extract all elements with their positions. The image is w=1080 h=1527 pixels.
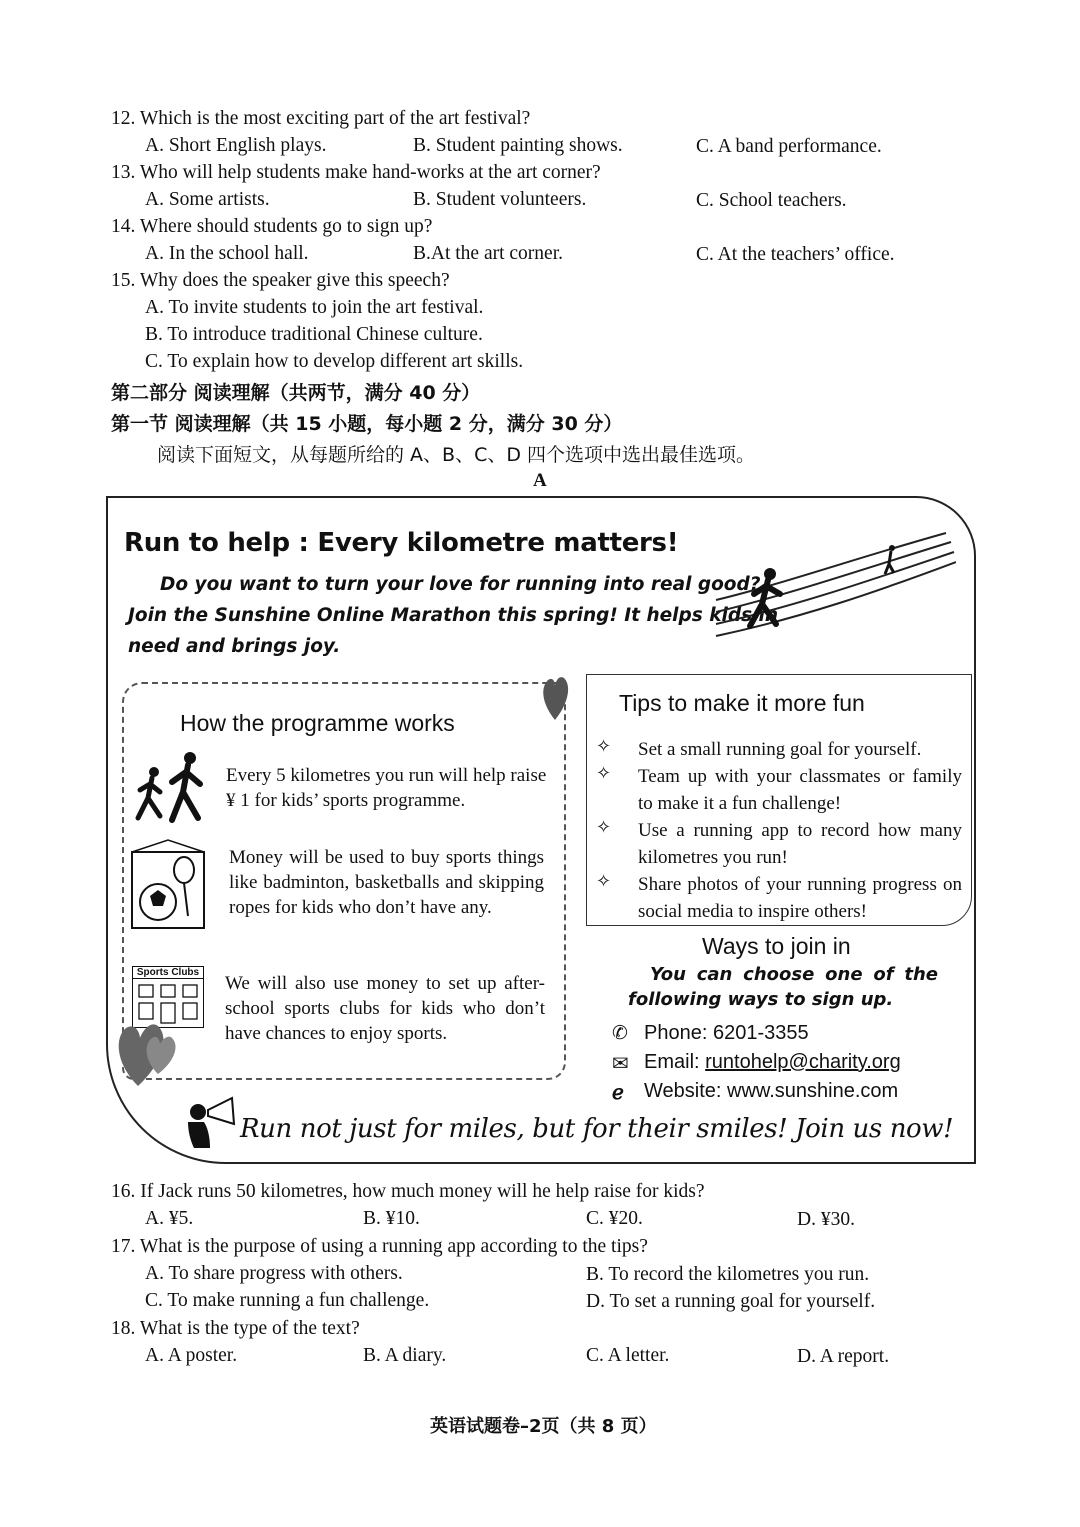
question-14-option-b: B.At the art corner. <box>413 243 563 264</box>
section-heading-sec1: 第一节 阅读理解（共 15 小题，每小题 2 分，满分 30 分） <box>111 413 623 435</box>
question-18-stem: 18. What is the type of the text? <box>111 1318 360 1339</box>
question-14-option-c: C. At the teachers’ office. <box>696 244 895 265</box>
question-15-option-b: B. To introduce traditional Chinese culture. <box>145 324 483 345</box>
tip-item-2: Team up with your classmates or family to make it a fun challenge! <box>638 766 962 814</box>
hearts-decoration-icon <box>114 1014 180 1088</box>
sports-clubs-sign: Sports Clubs <box>133 967 203 979</box>
email-row <box>644 1051 901 1074</box>
poster-intro-line-2: Join the Sunshine Online Marathon this spring! It helps kids in <box>128 605 779 626</box>
question-12-option-c: C. A band performance. <box>696 136 882 157</box>
question-18-option-b: B. A diary. <box>363 1345 447 1366</box>
section-heading-part2: 第二部分 阅读理解（共两节，满分 40 分） <box>111 382 481 404</box>
tip-item-4: Share photos of your running progress on social media to inspire others! <box>638 874 962 922</box>
question-17-option-a: A. To share progress with others. <box>145 1263 403 1284</box>
poster-slogan: Run not just for miles, but for their smiles! Join us now! <box>240 1114 954 1144</box>
poster-title: Run to help : Every kilometre matters! <box>124 528 679 558</box>
two-runners-icon <box>128 750 214 826</box>
email-label: Email: <box>644 1051 706 1073</box>
megaphone-person-icon <box>180 1094 238 1148</box>
ways-title: Ways to join in <box>702 933 851 959</box>
how-programme-text-3: We will also use money to set up after-school sports clubs for kids who don’t have chances to enjoy sports. <box>225 973 545 1044</box>
question-12-option-a: A. Short English plays. <box>145 135 327 156</box>
tip-item-1: Set a small running goal for yourself. <box>638 739 922 760</box>
passage-label: A <box>533 470 547 491</box>
question-14-stem: 14. Where should students go to sign up? <box>111 216 433 237</box>
tips-title: Tips to make it more fun <box>619 690 865 716</box>
website-address[interactable]: Website: www.sunshine.com <box>644 1080 899 1102</box>
question-12-stem: 12. Which is the most exciting part of the art festival? <box>111 108 531 129</box>
tip-star-icon: ✧ <box>596 817 612 837</box>
question-12-option-b: B. Student painting shows. <box>413 135 623 156</box>
question-16-option-c: C. ¥20. <box>586 1208 643 1229</box>
question-17-option-d: D. To set a running goal for yourself. <box>586 1291 876 1312</box>
question-17-option-c: C. To make running a fun challenge. <box>145 1290 430 1311</box>
question-15-option-c: C. To explain how to develop different art skills. <box>145 351 524 372</box>
question-13-option-b: B. Student volunteers. <box>413 189 587 210</box>
question-17-stem: 17. What is the purpose of using a running app according to the tips? <box>111 1236 648 1257</box>
sports-equipment-icon <box>128 838 208 930</box>
question-13-stem: 13. Who will help students make hand-works at the art corner? <box>111 162 601 183</box>
heart-icon <box>540 674 570 722</box>
how-programme-title: How the programme works <box>180 710 455 736</box>
question-16-option-d: D. ¥30. <box>797 1209 855 1230</box>
question-14-option-a: A. In the school hall. <box>145 243 309 264</box>
question-16-option-b: B. ¥10. <box>363 1208 420 1229</box>
question-17-option-b: B. To record the kilometres you run. <box>586 1264 870 1285</box>
tip-star-icon: ✧ <box>596 736 612 756</box>
question-15-option-a: A. To invite students to join the art festival. <box>145 297 484 318</box>
how-programme-text-2: Money will be used to buy sports things like badminton, basketballs and skipping ropes for kids who don’t have any. <box>229 847 544 918</box>
ways-intro-line-1: You can choose one of the <box>650 964 938 985</box>
email-link[interactable]: runtohelp@charity.org <box>705 1051 901 1073</box>
question-18-option-a: A. A poster. <box>145 1345 238 1366</box>
runner-track-icon <box>706 528 956 648</box>
page-footer: 英语试题卷–2页（共 8 页） <box>430 1416 657 1437</box>
question-16-stem: 16. If Jack runs 50 kilometres, how much money will he help raise for kids? <box>111 1181 705 1202</box>
question-18-option-d: D. A report. <box>797 1346 890 1367</box>
question-13-option-a: A. Some artists. <box>145 189 270 210</box>
question-18-option-c: C. A letter. <box>586 1345 670 1366</box>
section-instruction: 阅读下面短文，从每题所给的 A、B、C、D 四个选项中选出最佳选项。 <box>157 444 756 466</box>
poster-intro-line-1: Do you want to turn your love for running into real good? <box>160 574 761 595</box>
phone-number: Phone: 6201-3355 <box>644 1022 809 1044</box>
tip-star-icon: ✧ <box>596 871 612 891</box>
email-icon: ✉ <box>612 1053 629 1075</box>
poster-intro-line-3: need and brings joy. <box>128 636 341 657</box>
ways-intro-line-2: following ways to sign up. <box>628 989 894 1010</box>
tip-item-3: Use a running app to record how many kilometres you run! <box>638 820 962 868</box>
question-15-stem: 15. Why does the speaker give this speech? <box>111 270 450 291</box>
question-13-option-c: C. School teachers. <box>696 190 847 211</box>
phone-icon: ✆ <box>612 1023 628 1044</box>
how-programme-text-1: Every 5 kilometres you run will help raise ¥ 1 for kids’ sports programme. <box>226 765 547 811</box>
website-icon: ℯ <box>612 1082 624 1104</box>
tip-star-icon: ✧ <box>596 763 612 783</box>
question-16-option-a: A. ¥5. <box>145 1208 194 1229</box>
